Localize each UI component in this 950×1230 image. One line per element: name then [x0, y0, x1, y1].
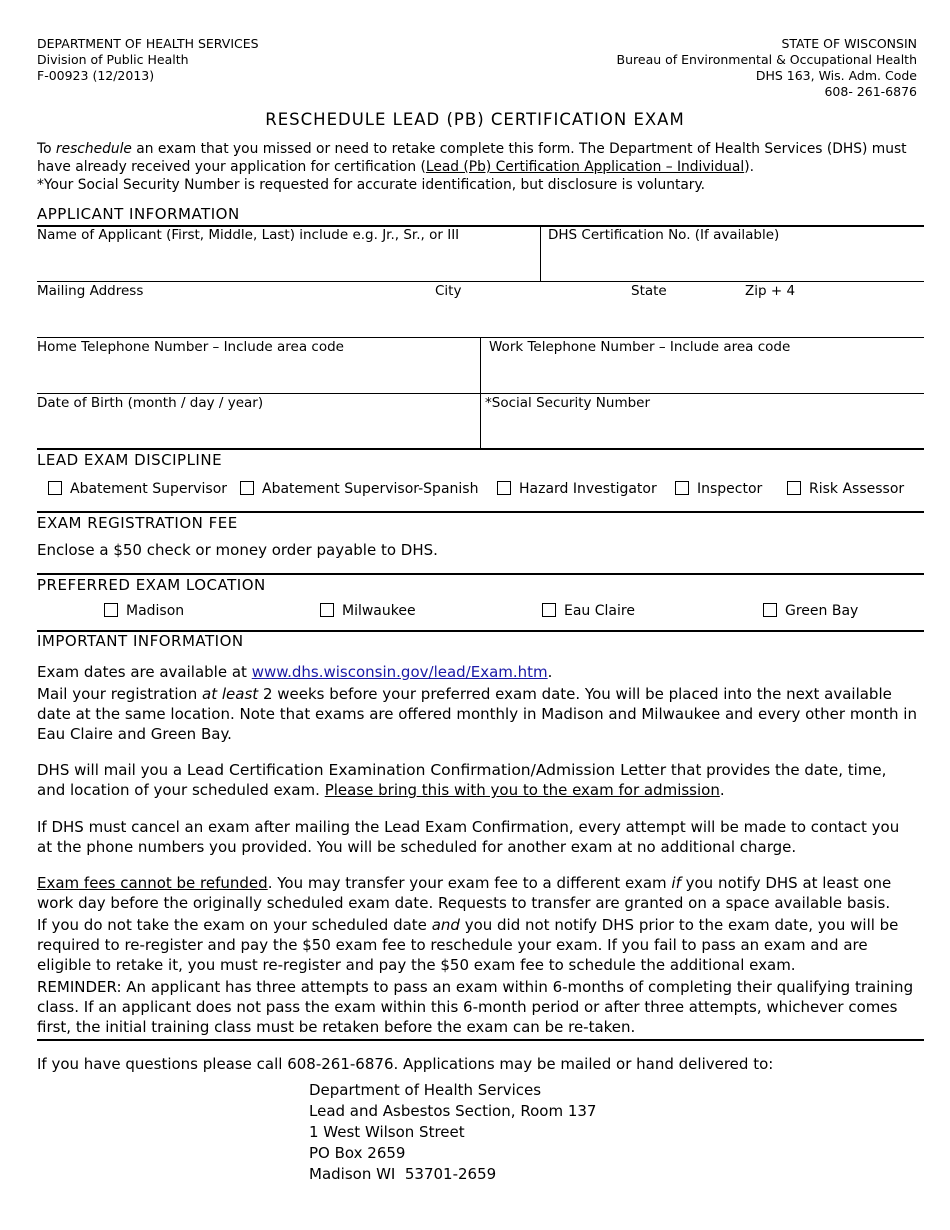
dob-field[interactable] [40, 416, 475, 444]
divider [37, 1039, 924, 1041]
city-field[interactable] [435, 304, 620, 332]
mail-registration-paragraph: Mail your registration at least 2 weeks before your preferred exam date. You will be placed into the next available date at the same location. Note that exams are offered monthly in Madison and Milwaukee and every other month in Eau Claire and Green Bay. [37, 685, 917, 743]
ssn-field[interactable] [489, 416, 914, 444]
address-field[interactable] [40, 304, 425, 332]
address-line: Madison WI 53701-2659 [309, 1165, 497, 1183]
page-title: RESCHEDULE LEAD (PB) CERTIFICATION EXAM [265, 110, 685, 129]
discipline-option-risk-assessor[interactable]: Risk Assessor [787, 481, 904, 497]
work-phone-field[interactable] [489, 360, 914, 388]
home-phone-field[interactable] [40, 360, 475, 388]
contact-text: If you have questions please call 608-261-6876. Applications may be mailed or hand delivered to: [37, 1055, 774, 1073]
form-id: F-00923 (12/2013) [37, 68, 155, 83]
applicant-heading: APPLICANT INFORMATION [37, 205, 240, 223]
dob-label: Date of Birth (month / day / year) [37, 395, 264, 411]
divider [37, 448, 924, 450]
location-option-eau-claire[interactable]: Eau Claire [542, 603, 635, 619]
divider [37, 573, 924, 575]
cert-label: DHS Certification No. (If available) [548, 227, 780, 243]
reminder-paragraph: REMINDER: An applicant has three attempts to pass an exam within 6-months of completing their qualifying training class. If an applicant does not pass the exam within this 6-month period or after three attempts, whichever comes first, the initial training class must be retaken before the exam can be re-taken. [37, 978, 914, 1036]
address-line: 1 West Wilson Street [309, 1123, 465, 1141]
location-option-green-bay[interactable]: Green Bay [763, 603, 858, 619]
checkbox[interactable] [542, 603, 556, 617]
ssn-label: *Social Security Number [485, 395, 651, 411]
state-name: STATE OF WISCONSIN [781, 36, 917, 51]
fee-heading: EXAM REGISTRATION FEE [37, 514, 238, 532]
location-option-milwaukee[interactable]: Milwaukee [320, 603, 416, 619]
fee-text: Enclose a $50 check or money order payable to DHS. [37, 541, 438, 559]
intro-text: To reschedule an exam that you missed or need to retake complete this form. The Department of Health Services (DHS) must have already received your application for certification (Lead (Pb) Certification Application – Individual). *Your Social Security Number is requested for accurate identification, but disclosure is voluntary. [37, 140, 917, 194]
admin-code: DHS 163, Wis. Adm. Code [755, 68, 917, 83]
checkbox[interactable] [497, 481, 511, 495]
address-line: Department of Health Services [309, 1081, 542, 1099]
discipline-option-abatement-supervisor[interactable]: Abatement Supervisor [48, 481, 227, 497]
department-name: DEPARTMENT OF HEALTH SERVICES [37, 36, 259, 51]
checkbox[interactable] [787, 481, 801, 495]
divider [37, 281, 924, 282]
checkbox[interactable] [763, 603, 777, 617]
state-label: State [631, 283, 667, 299]
name-field[interactable] [40, 248, 535, 276]
refund-paragraph: Exam fees cannot be refunded. You may transfer your exam fee to a different exam if you notify DHS at least one work day before the originally scheduled exam date. Requests to transfer are granted on a space available basis. [37, 874, 892, 912]
checkbox[interactable] [320, 603, 334, 617]
checkbox[interactable] [104, 603, 118, 617]
zip-label: Zip + 4 [745, 283, 796, 299]
mailing-address [309, 1080, 596, 1185]
confirmation-letter-paragraph: DHS will mail you a Lead Certification Examination Confirmation/Admission Letter that provides the date, time, and location of your scheduled exam. Please bring this with you to the exam for admission. [37, 761, 887, 799]
city-label: City [435, 283, 462, 299]
division-name: Division of Public Health [37, 52, 189, 67]
location-heading: PREFERRED EXAM LOCATION [37, 576, 266, 594]
header-left [37, 36, 259, 84]
location-option-madison[interactable]: Madison [104, 603, 184, 619]
address-label: Mailing Address [37, 283, 144, 299]
header-right [617, 36, 917, 100]
work-phone-label: Work Telephone Number – Include area code [489, 339, 791, 355]
zip-field[interactable] [745, 304, 915, 332]
discipline-option-inspector[interactable]: Inspector [675, 481, 762, 497]
divider [37, 393, 924, 394]
discipline-heading: LEAD EXAM DISCIPLINE [37, 451, 223, 469]
address-line: PO Box 2659 [309, 1144, 406, 1162]
divider [37, 511, 924, 513]
exam-dates-paragraph: Exam dates are available at www.dhs.wisconsin.gov/lead/Exam.htm. [37, 663, 553, 681]
application-form-reference: Lead (Pb) Certification Application – Individual [425, 159, 745, 175]
bureau-name: Bureau of Environmental & Occupational Health [616, 52, 917, 67]
exam-dates-link[interactable]: www.dhs.wisconsin.gov/lead/Exam.htm [251, 663, 548, 681]
divider [540, 226, 541, 281]
no-show-paragraph: If you do not take the exam on your scheduled date and you did not notify DHS prior to the exam date, you will be required to re-register and pay the $50 exam fee to reschedule your exam. If you fail to pass an exam and are eligible to retake it, you must re-register and pay the $50 exam fee to schedule the additional exam. [37, 916, 899, 974]
cancellation-paragraph: If DHS must cancel an exam after mailing the Lead Exam Confirmation, every attempt will be made to contact you at the phone numbers you provided. You will be scheduled for another exam at no additional charge. [37, 818, 900, 856]
header-phone: 608- 261-6876 [824, 84, 917, 99]
address-line: Lead and Asbestos Section, Room 137 [309, 1102, 597, 1120]
name-label: Name of Applicant (First, Middle, Last) include e.g. Jr., Sr., or III [37, 227, 460, 243]
checkbox[interactable] [240, 481, 254, 495]
ssn-note: *Your Social Security Number is requested for accurate identification, but disclosure is voluntary. [37, 177, 706, 193]
state-field[interactable] [631, 304, 736, 332]
checkbox[interactable] [675, 481, 689, 495]
discipline-option-hazard-investigator[interactable]: Hazard Investigator [497, 481, 657, 497]
home-phone-label: Home Telephone Number – Include area code [37, 339, 344, 355]
cert-number-field[interactable] [548, 248, 918, 276]
discipline-option-abatement-supervisor-spanish[interactable]: Abatement Supervisor-Spanish [240, 481, 478, 497]
important-heading: IMPORTANT INFORMATION [37, 632, 244, 650]
checkbox[interactable] [48, 481, 62, 495]
